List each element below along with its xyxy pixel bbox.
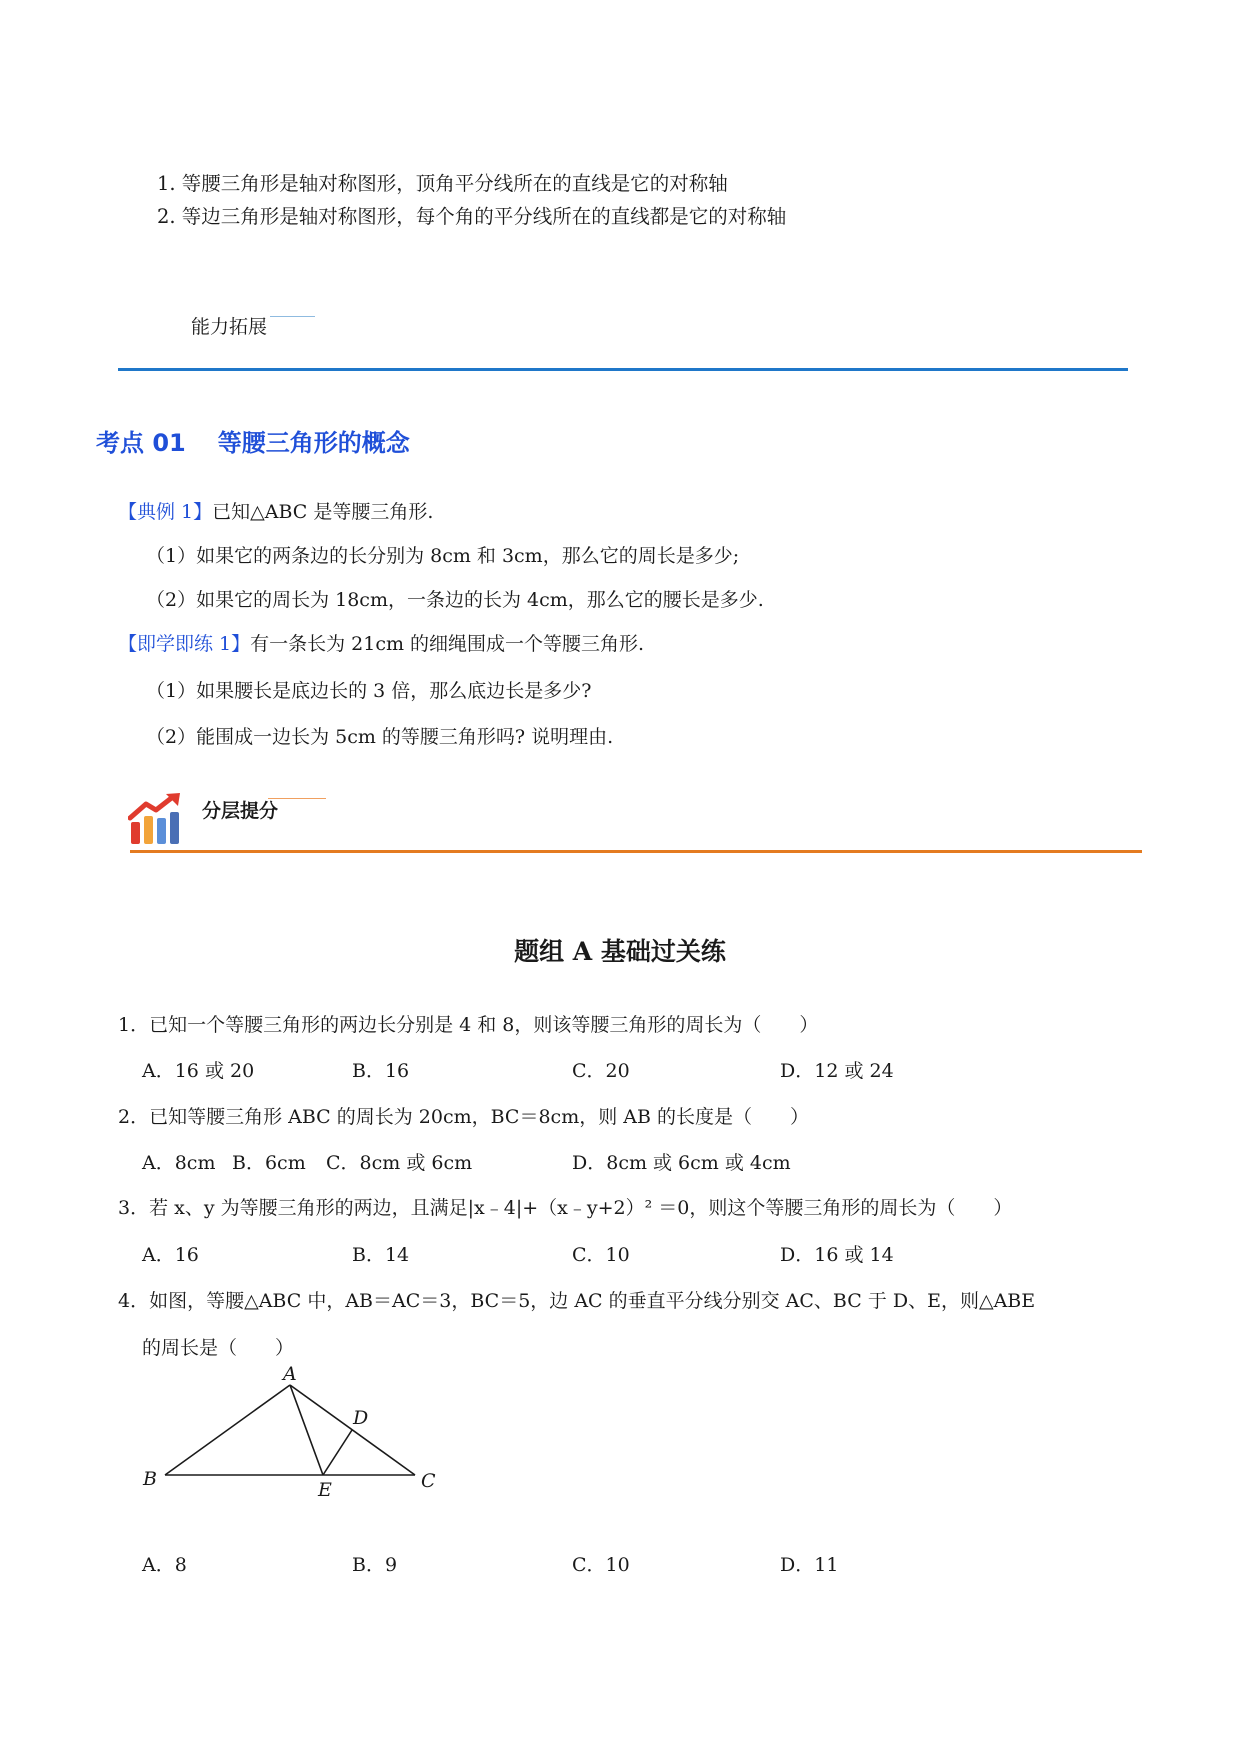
question-2-stem: 2．已知等腰三角形 ABC 的周长为 20cm，BC＝8cm，则 AB 的长度是（ ） bbox=[118, 1106, 809, 1128]
example-q1: （1）如果它的两条边的长分别为 8cm 和 3cm，那么它的周长是多少; bbox=[146, 545, 740, 567]
q2-option-a: A．8cm bbox=[142, 1152, 216, 1174]
kaodian-title: 等腰三角形的概念 bbox=[217, 429, 410, 457]
label-e: E bbox=[318, 1479, 332, 1500]
example-tag: 【典例 1】 bbox=[118, 501, 213, 523]
kaodian-heading bbox=[96, 423, 410, 458]
q4-option-d: D．11 bbox=[780, 1554, 839, 1576]
q4-option-c: C．10 bbox=[572, 1554, 630, 1576]
example-q2: （2）如果它的周长为 18cm，一条边的长为 4cm，那么它的腰长是多少. bbox=[146, 589, 764, 611]
question-3-stem: 3．若 x、y 为等腰三角形的两边，且满足|x﹣4|+（x﹣y+2）² ＝0，则这个等腰三角形的周长为（ ） bbox=[118, 1197, 1013, 1219]
question-4-stem-line1: 4．如图，等腰△ABC 中，AB＝AC＝3，BC＝5，边 AC 的垂直平分线分别交 AC、BC 于 D、E，则△ABE bbox=[118, 1290, 1036, 1312]
q2-option-d: D．8cm 或 6cm 或 4cm bbox=[572, 1152, 791, 1174]
growth-chart-icon bbox=[128, 792, 184, 846]
segment-ab bbox=[165, 1385, 290, 1475]
kaodian-label: 考点 01 bbox=[96, 429, 186, 457]
q1-option-c: C．20 bbox=[572, 1060, 630, 1082]
section-small-underline bbox=[270, 316, 315, 317]
q3-option-a: A．16 bbox=[142, 1244, 199, 1266]
q2-option-b: B．6cm bbox=[232, 1152, 306, 1174]
property-2: 2. 等边三角形是轴对称图形，每个角的平分线所在的直线都是它的对称轴 bbox=[157, 205, 787, 228]
q1-option-d: D．12 或 24 bbox=[780, 1060, 894, 1082]
practice-1 bbox=[118, 629, 644, 656]
group-title: 题组 A 基础过关练 bbox=[514, 937, 726, 966]
label-a: A bbox=[283, 1363, 297, 1385]
q3-option-b: B．14 bbox=[352, 1244, 410, 1266]
q3-option-c: C．10 bbox=[572, 1244, 630, 1266]
q4-option-b: B．9 bbox=[352, 1554, 398, 1576]
practice-stem: 有一条长为 21cm 的细绳围成一个等腰三角形. bbox=[250, 633, 645, 655]
label-c: C bbox=[421, 1470, 436, 1492]
q1-option-b: B．16 bbox=[352, 1060, 410, 1082]
q2-option-c: C．8cm 或 6cm bbox=[326, 1152, 473, 1174]
practice-tag: 【即学即练 1】 bbox=[118, 633, 251, 655]
practice-q2: （2）能围成一边长为 5cm 的等腰三角形吗? 说明理由. bbox=[146, 726, 614, 748]
q1-option-a: A．16 或 20 bbox=[142, 1060, 255, 1082]
triangle-figure bbox=[135, 1360, 455, 1500]
example-stem: 已知△ABC 是等腰三角形. bbox=[212, 501, 434, 523]
level-title-underline bbox=[268, 798, 326, 799]
question-1-stem: 1．已知一个等腰三角形的两边长分别是 4 和 8，则该等腰三角形的周长为（ ） bbox=[118, 1014, 819, 1036]
q4-option-a: A．8 bbox=[142, 1554, 187, 1576]
orange-divider bbox=[130, 850, 1142, 853]
blue-divider bbox=[118, 368, 1128, 371]
segment-de bbox=[323, 1430, 352, 1475]
question-4-stem-line2: 的周长是（ ） bbox=[142, 1337, 295, 1359]
property-1: 1. 等腰三角形是轴对称图形，顶角平分线所在的直线是它的对称轴 bbox=[157, 172, 728, 195]
label-b: B bbox=[143, 1468, 157, 1490]
q3-option-d: D．16 或 14 bbox=[780, 1244, 894, 1266]
practice-q1: （1）如果腰长是底边长的 3 倍，那么底边长是多少? bbox=[146, 680, 592, 702]
example-1 bbox=[118, 497, 433, 524]
segment-ac bbox=[290, 1385, 415, 1475]
level-section-title: 分层提分 bbox=[202, 800, 279, 822]
section-small-title: 能力拓展 bbox=[191, 316, 268, 338]
segment-ae bbox=[290, 1385, 323, 1475]
label-d: D bbox=[353, 1407, 369, 1429]
